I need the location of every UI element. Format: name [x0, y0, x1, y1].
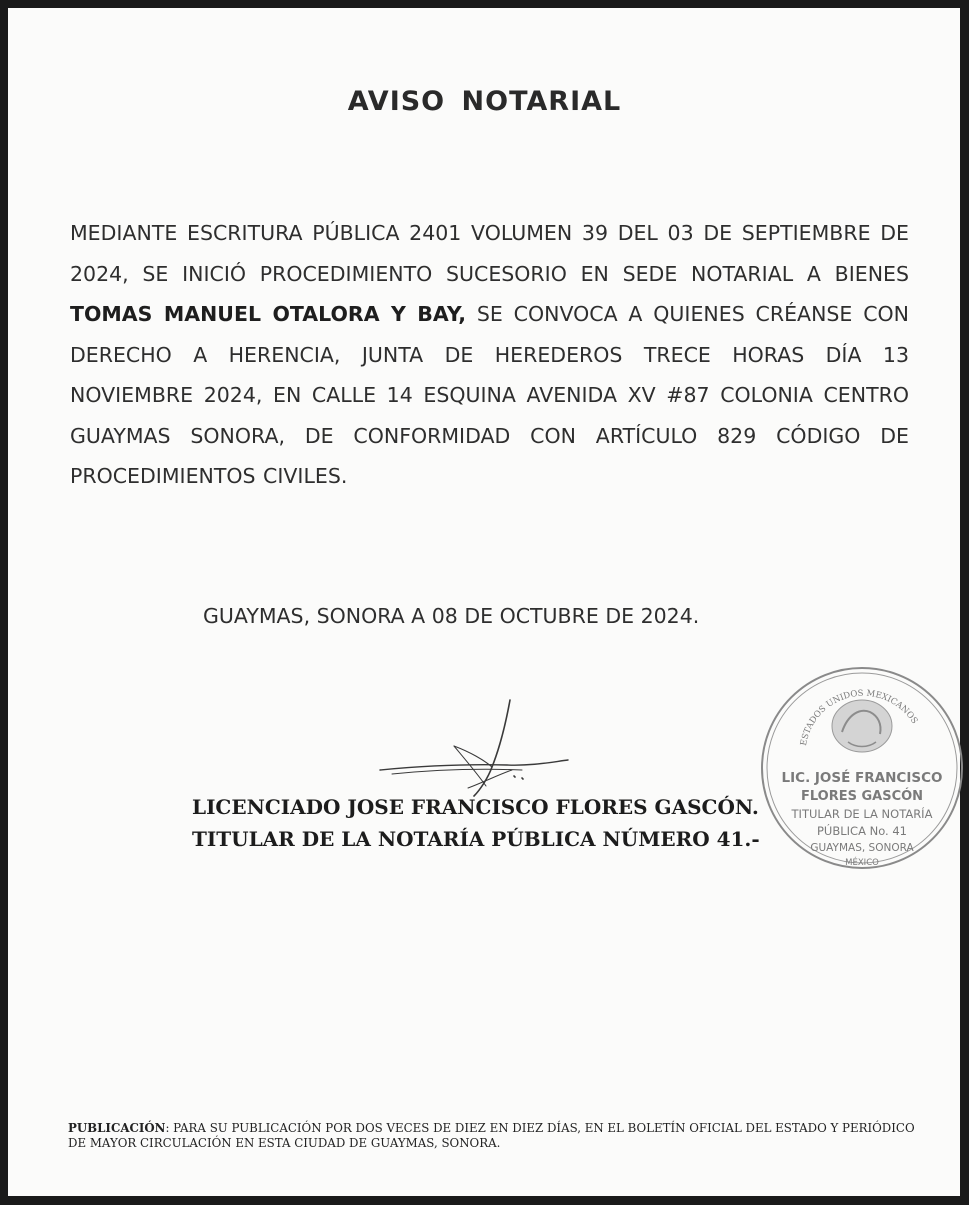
signer-title: TITULAR DE LA NOTARÍA PÚBLICA NÚMERO 41.- — [192, 827, 760, 851]
place-and-date: GUAYMAS, SONORA A 08 DE OCTUBRE DE 2024. — [203, 604, 700, 628]
seal-line-6: MÉXICO — [845, 858, 879, 868]
notary-seal — [756, 654, 968, 882]
seal-line-2: FLORES GASCÓN — [800, 789, 924, 804]
seal-line-1: LIC. JOSÉ FRANCISCO — [781, 770, 943, 786]
seal-arc-text: ESTADOS UNIDOS MEXICANOS — [799, 688, 920, 747]
handwritten-signature — [372, 692, 582, 802]
publication-label: PUBLICACIÓN — [68, 1121, 166, 1135]
seal-line-3: TITULAR DE LA NOTARÍA — [791, 807, 933, 821]
signer-block — [192, 791, 760, 855]
seal-line-4: PÚBLICA No. 41 — [817, 824, 907, 838]
deceased-name: TOMAS MANUEL OTALORA Y BAY, — [70, 302, 467, 326]
notice-title: AVISO NOTARIAL — [347, 86, 622, 117]
notice-body-rest: SE CONVOCA A QUIENES CRÉANSE CON DERECHO A HERENCIA, JUNTA DE HEREDEROS TRECE HORAS DÍA 13 NOVIEMBRE 2024, EN CALLE 14 ESQUINA AVENIDA XV #87 COLONIA CENTRO GUAYMAS SONORA, DE CONFORMIDAD CON ARTÍCULO 829 CÓDIGO DE PROCEDIMIENTOS CIVILES. — [70, 302, 909, 488]
notice-body-intro: MEDIANTE ESCRITURA PÚBLICA 2401 VOLUMEN 39 DEL 03 DE SEPTIEMBRE DE 2024, SE INICIÓ PROCEDIMIENTO SUCESORIO EN SEDE NOTARIAL A BIENES — [70, 221, 909, 286]
notice-body — [70, 213, 909, 497]
signer-name: LICENCIADO JOSE FRANCISCO FLORES GASCÓN. — [192, 795, 759, 819]
seal-line-5: GUAYMAS, SONORA — [810, 842, 914, 854]
publication-text: : PARA SU PUBLICACIÓN POR DOS VECES DE DIEZ EN DIEZ DÍAS, EN EL BOLETÍN OFICIAL DEL ESTADO Y PERIÓDICO DE MAYOR CIRCULACIÓN EN ESTA CIUDAD DE GUAYMAS, SONORA. — [68, 1121, 915, 1150]
publication-note — [68, 1121, 918, 1151]
eagle-emblem-icon — [832, 700, 892, 752]
